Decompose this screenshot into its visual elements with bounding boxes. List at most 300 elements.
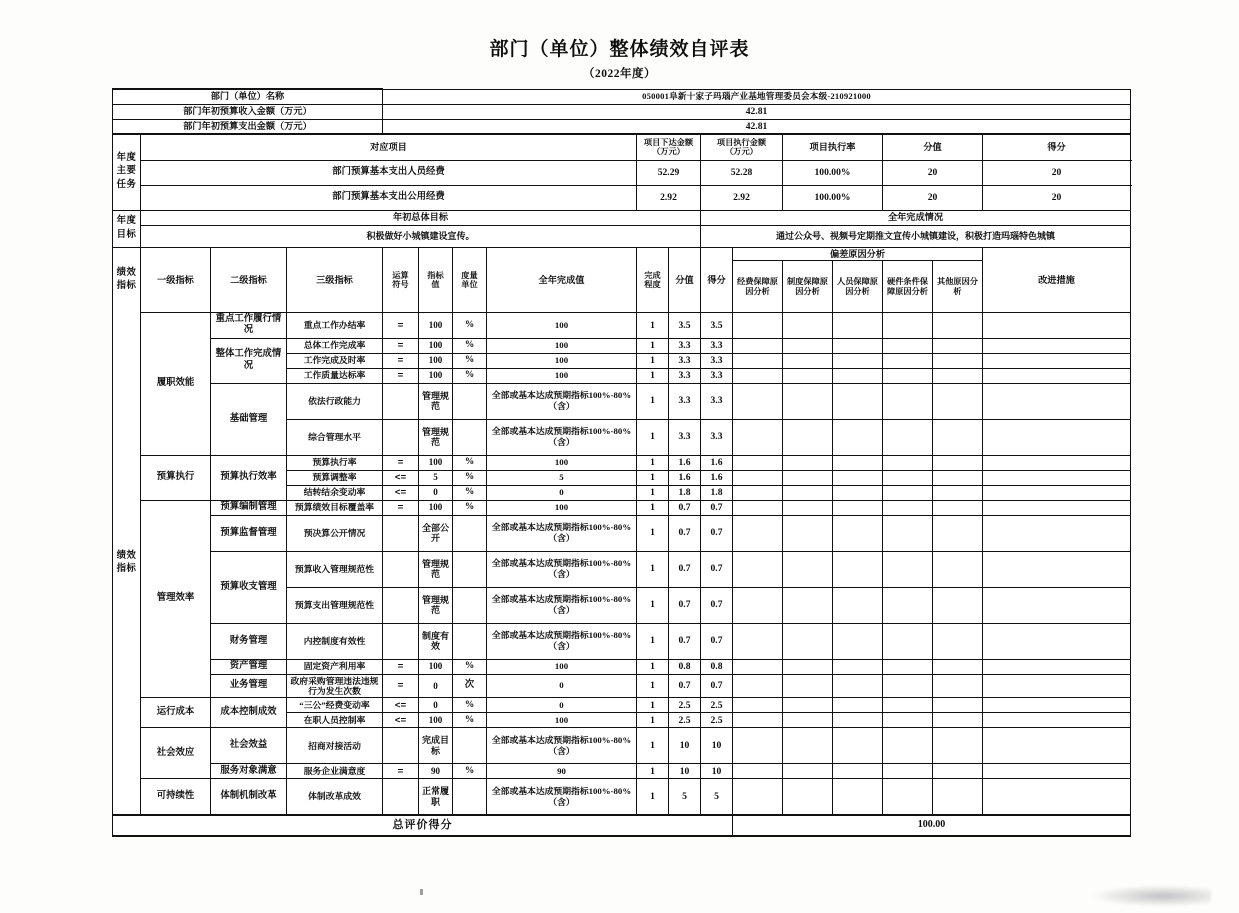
deviation-cell [783, 470, 833, 485]
operator-symbol: = [383, 368, 419, 383]
deviation-cell [833, 623, 883, 659]
deviation-cell [783, 455, 833, 470]
target-value: 正常履职 [419, 779, 453, 815]
level3-indicator: 重点工作办结率 [287, 313, 383, 338]
target-value: 100 [419, 455, 453, 470]
page-subtitle: （2022年度） [583, 68, 656, 80]
annual-goals-value-row [113, 225, 1131, 247]
evaluation-table [112, 88, 1131, 837]
indicator-weight: 1.6 [669, 455, 701, 470]
deviation-cell [933, 713, 983, 728]
header-deviation-group: 偏差原因分析 [733, 247, 983, 261]
improvement-cell [983, 728, 1131, 764]
operator-symbol: = [383, 764, 419, 779]
completion-degree: 1 [637, 764, 669, 779]
measure-unit [453, 515, 487, 551]
deviation-cell [933, 587, 983, 623]
indicator-weight: 0.7 [669, 623, 701, 659]
deviation-cell [833, 551, 883, 587]
measure-unit [453, 551, 487, 587]
goal-initial-value: 积极做好小城镇建设宣传。 [141, 225, 701, 247]
deviation-cell [883, 779, 933, 815]
completion-degree: 1 [637, 455, 669, 470]
level3-indicator: 固定资产利用率 [287, 659, 383, 674]
page-title: 部门（单位）整体绩效自评表 [489, 39, 750, 60]
deviation-cell [733, 313, 783, 338]
deviation-cell [933, 338, 983, 353]
deviation-cell [733, 698, 783, 713]
actual-value: 全部或基本达成预期指标100%-80%（含） [487, 551, 637, 587]
indicator-score: 3.3 [701, 353, 733, 368]
annual-tasks-header-row [113, 134, 1131, 160]
deviation-cell [833, 713, 883, 728]
deviation-cell [733, 515, 783, 551]
deviation-cell [783, 587, 833, 623]
deviation-cell [783, 728, 833, 764]
indicator-weight: 10 [669, 728, 701, 764]
deviation-cell [783, 485, 833, 500]
target-value: 0 [419, 698, 453, 713]
actual-value: 0 [487, 674, 637, 698]
operator-symbol [383, 515, 419, 551]
improvement-cell [983, 455, 1131, 470]
measure-unit [453, 383, 487, 419]
measure-unit: % [453, 500, 487, 515]
improvement-cell [983, 338, 1131, 353]
deviation-cell [733, 713, 783, 728]
actual-value: 0 [487, 698, 637, 713]
indicator-weight: 2.5 [669, 698, 701, 713]
perf-row [113, 500, 1131, 515]
target-value: 管理规范 [419, 551, 453, 587]
deviation-cell [833, 353, 883, 368]
header-dev-hardware: 硬件条件保障原因分析 [883, 261, 933, 313]
deviation-cell [883, 674, 933, 698]
deviation-cell [933, 353, 983, 368]
deviation-cell [833, 368, 883, 383]
deviation-cell [733, 659, 783, 674]
deviation-cell [933, 368, 983, 383]
perf-row [113, 779, 1131, 815]
level2-indicator: 预算监督管理 [211, 515, 287, 551]
deviation-cell [883, 551, 933, 587]
completion-degree: 1 [637, 383, 669, 419]
deviation-cell [833, 500, 883, 515]
deviation-cell [833, 338, 883, 353]
target-value: 管理规范 [419, 587, 453, 623]
annual-task-row [113, 160, 1131, 185]
target-value: 管理规范 [419, 419, 453, 455]
improvement-cell [983, 313, 1131, 338]
task-executed: 52.28 [701, 160, 783, 185]
deviation-cell [883, 485, 933, 500]
col-header-item: 对应项目 [141, 134, 637, 160]
deviation-cell [783, 551, 833, 587]
deviation-cell [733, 779, 783, 815]
indicator-weight: 1.6 [669, 470, 701, 485]
header-actual: 全年完成值 [487, 247, 637, 313]
actual-value: 0 [487, 485, 637, 500]
level2-indicator: 整体工作完成情况 [211, 338, 287, 383]
operator-symbol: <= [383, 713, 419, 728]
indicator-weight: 3.3 [669, 383, 701, 419]
deviation-cell [933, 515, 983, 551]
info-label: 部门（单位）名称 [113, 89, 383, 104]
deviation-cell [783, 313, 833, 338]
indicator-score: 1.6 [701, 470, 733, 485]
task-score: 20 [983, 160, 1131, 185]
deviation-cell [733, 368, 783, 383]
level2-indicator: 业务管理 [211, 674, 287, 698]
level3-indicator: 政府采购管理违法违规行为发生次数 [287, 674, 383, 698]
perf-row [113, 383, 1131, 419]
task-item: 部门预算基本支出公用经费 [141, 185, 637, 210]
task-rate: 100.00% [783, 160, 883, 185]
header-operator: 运算 符号 [383, 247, 419, 313]
actual-value: 100 [487, 455, 637, 470]
deviation-cell [733, 383, 783, 419]
deviation-cell [883, 353, 933, 368]
perf-row [113, 698, 1131, 713]
measure-unit: % [453, 698, 487, 713]
operator-symbol [383, 551, 419, 587]
measure-unit: % [453, 713, 487, 728]
deviation-cell [883, 338, 933, 353]
deviation-cell [883, 470, 933, 485]
level3-indicator: “三公”经费变动率 [287, 698, 383, 713]
level2-indicator: 资产管理 [211, 659, 287, 674]
total-value: 100.00 [733, 815, 1131, 836]
improvement-cell [983, 500, 1131, 515]
header-dev-funding: 经费保障原因分析 [733, 261, 783, 313]
level3-indicator: 综合管理水平 [287, 419, 383, 455]
completion-degree: 1 [637, 551, 669, 587]
actual-value: 全部或基本达成预期指标100%-80%（含） [487, 383, 637, 419]
deviation-cell [783, 659, 833, 674]
indicator-score: 0.7 [701, 587, 733, 623]
indicator-score: 10 [701, 764, 733, 779]
level3-indicator: 预决算公开情况 [287, 515, 383, 551]
header-dev-system: 制度保障原因分析 [783, 261, 833, 313]
col-header-rate: 项目执行率 [783, 134, 883, 160]
target-value: 100 [419, 713, 453, 728]
scan-speck [420, 889, 423, 895]
level2-indicator: 服务对象满意 [211, 764, 287, 779]
indicator-score: 10 [701, 728, 733, 764]
deviation-cell [933, 419, 983, 455]
deviation-cell [933, 623, 983, 659]
level3-indicator: 在职人员控制率 [287, 713, 383, 728]
improvement-cell [983, 587, 1131, 623]
level2-indicator: 预算执行效率 [211, 455, 287, 500]
deviation-cell [933, 500, 983, 515]
deviation-cell [833, 698, 883, 713]
header-level2: 二级指标 [211, 247, 287, 313]
indicator-weight: 3.5 [669, 313, 701, 338]
col-header-allocated: 项目下达金额 （万元） [637, 134, 701, 160]
completion-degree: 1 [637, 485, 669, 500]
target-value: 0 [419, 485, 453, 500]
deviation-cell [783, 368, 833, 383]
task-allocated: 52.29 [637, 160, 701, 185]
task-rate: 100.00% [783, 185, 883, 210]
improvement-cell [983, 383, 1131, 419]
measure-unit: % [453, 313, 487, 338]
completion-degree: 1 [637, 419, 669, 455]
level3-indicator: 招商对接活动 [287, 728, 383, 764]
deviation-cell [733, 353, 783, 368]
perf-row [113, 659, 1131, 674]
header-level3: 三级指标 [287, 247, 383, 313]
target-value: 全部公开 [419, 515, 453, 551]
header-improvement: 改进措施 [983, 247, 1131, 313]
deviation-cell [733, 587, 783, 623]
target-value: 100 [419, 353, 453, 368]
deviation-cell [833, 659, 883, 674]
completion-degree: 1 [637, 713, 669, 728]
completion-degree: 1 [637, 515, 669, 551]
indicator-weight: 10 [669, 764, 701, 779]
deviation-cell [933, 779, 983, 815]
actual-value: 全部或基本达成预期指标100%-80%（含） [487, 419, 637, 455]
indicator-weight: 0.7 [669, 551, 701, 587]
goal-initial-header: 年初总体目标 [141, 210, 701, 225]
measure-unit [453, 779, 487, 815]
level3-indicator: 预算支出管理规范性 [287, 587, 383, 623]
measure-unit: % [453, 659, 487, 674]
task-weight: 20 [883, 160, 983, 185]
table-body [113, 89, 1131, 836]
improvement-cell [983, 515, 1131, 551]
perf-row [113, 728, 1131, 764]
deviation-cell [733, 485, 783, 500]
completion-degree: 1 [637, 338, 669, 353]
indicator-weight: 3.3 [669, 368, 701, 383]
target-value: 100 [419, 500, 453, 515]
indicator-weight: 0.7 [669, 500, 701, 515]
deviation-cell [883, 368, 933, 383]
perf-row-label: 绩效指标 [113, 247, 141, 313]
measure-unit [453, 728, 487, 764]
deviation-cell [883, 728, 933, 764]
deviation-cell [933, 455, 983, 470]
indicator-score: 3.3 [701, 338, 733, 353]
deviation-cell [783, 698, 833, 713]
deviation-cell [783, 419, 833, 455]
deviation-cell [883, 419, 933, 455]
completion-degree: 1 [637, 659, 669, 674]
actual-value: 100 [487, 368, 637, 383]
level3-indicator: 总体工作完成率 [287, 338, 383, 353]
deviation-cell [783, 764, 833, 779]
indicator-score: 5 [701, 779, 733, 815]
indicator-score: 1.6 [701, 455, 733, 470]
deviation-cell [733, 470, 783, 485]
indicator-score: 3.5 [701, 313, 733, 338]
improvement-cell [983, 698, 1131, 713]
level2-indicator: 预算编制管理 [211, 500, 287, 515]
level2-indicator: 重点工作履行情况 [211, 313, 287, 338]
col-header-weight: 分值 [883, 134, 983, 160]
evaluation-table-container [112, 88, 1130, 837]
deviation-cell [933, 674, 983, 698]
header-score: 得分 [701, 247, 733, 313]
target-value: 100 [419, 338, 453, 353]
deviation-cell [833, 587, 883, 623]
level1-indicator: 管理效率 [141, 500, 211, 698]
measure-unit [453, 587, 487, 623]
deviation-cell [883, 698, 933, 713]
improvement-cell [983, 353, 1131, 368]
deviation-cell [783, 353, 833, 368]
target-value: 100 [419, 368, 453, 383]
improvement-cell [983, 713, 1131, 728]
completion-degree: 1 [637, 470, 669, 485]
level2-indicator: 预算收支管理 [211, 551, 287, 623]
level3-indicator: 工作质量达标率 [287, 368, 383, 383]
target-value: 90 [419, 764, 453, 779]
operator-symbol: = [383, 338, 419, 353]
annual-goals-header-row [113, 210, 1131, 225]
goal-completion-value: 通过公众号、视频号定期推文宣传小城镇建设，积极打造玛瑙特色城镇 [701, 225, 1131, 247]
deviation-cell [783, 674, 833, 698]
header-weight: 分值 [669, 247, 701, 313]
measure-unit: % [453, 764, 487, 779]
actual-value: 100 [487, 338, 637, 353]
annual-tasks-row-label: 年度主要任务 [113, 134, 141, 210]
indicator-score: 2.5 [701, 713, 733, 728]
header-target: 指标 值 [419, 247, 453, 313]
indicator-weight: 1.8 [669, 485, 701, 500]
indicator-score: 3.3 [701, 368, 733, 383]
level1-indicator: 运行成本 [141, 698, 211, 728]
deviation-cell [933, 728, 983, 764]
indicator-weight: 2.5 [669, 713, 701, 728]
operator-symbol [383, 623, 419, 659]
completion-degree: 1 [637, 368, 669, 383]
perf-header-row-top [113, 247, 1131, 261]
deviation-cell [933, 551, 983, 587]
indicator-score: 0.7 [701, 551, 733, 587]
perf-row [113, 455, 1131, 470]
deviation-cell [733, 764, 783, 779]
improvement-cell [983, 368, 1131, 383]
improvement-cell [983, 659, 1131, 674]
actual-value: 100 [487, 500, 637, 515]
goal-completion-header: 全年完成情况 [701, 210, 1131, 225]
actual-value: 全部或基本达成预期指标100%-80%（含） [487, 779, 637, 815]
deviation-cell [733, 500, 783, 515]
operator-symbol: = [383, 674, 419, 698]
indicator-weight: 3.3 [669, 353, 701, 368]
level3-indicator: 内控制度有效性 [287, 623, 383, 659]
deviation-cell [833, 455, 883, 470]
actual-value: 全部或基本达成预期指标100%-80%（含） [487, 587, 637, 623]
deviation-cell [733, 419, 783, 455]
level3-indicator: 预算执行率 [287, 455, 383, 470]
col-header-executed: 项目执行金额 （万元） [701, 134, 783, 160]
perf-row [113, 674, 1131, 698]
deviation-cell [783, 779, 833, 815]
measure-unit: % [453, 338, 487, 353]
measure-unit [453, 419, 487, 455]
total-label: 总评价得分 [113, 815, 733, 836]
actual-value: 100 [487, 659, 637, 674]
deviation-cell [733, 455, 783, 470]
indicator-weight: 0.8 [669, 659, 701, 674]
perf-row [113, 623, 1131, 659]
completion-degree: 1 [637, 313, 669, 338]
target-value: 100 [419, 313, 453, 338]
indicator-score: 3.3 [701, 419, 733, 455]
actual-value: 100 [487, 353, 637, 368]
improvement-cell [983, 779, 1131, 815]
actual-value: 90 [487, 764, 637, 779]
info-row [113, 119, 1131, 134]
deviation-cell [833, 779, 883, 815]
level3-indicator: 体制改革成效 [287, 779, 383, 815]
completion-degree: 1 [637, 587, 669, 623]
completion-degree: 1 [637, 779, 669, 815]
deviation-cell [933, 485, 983, 500]
indicator-score: 0.7 [701, 674, 733, 698]
deviation-cell [933, 698, 983, 713]
target-value: 0 [419, 674, 453, 698]
actual-value: 全部或基本达成预期指标100%-80%（含） [487, 623, 637, 659]
improvement-cell [983, 623, 1131, 659]
info-label: 部门年初预算收入金额（万元） [113, 104, 383, 119]
level3-indicator: 服务企业满意度 [287, 764, 383, 779]
annual-goals-row-label: 年度目标 [113, 210, 141, 247]
deviation-cell [933, 470, 983, 485]
header-level1: 一级指标 [141, 247, 211, 313]
deviation-cell [733, 551, 783, 587]
completion-degree: 1 [637, 728, 669, 764]
operator-symbol: = [383, 500, 419, 515]
deviation-cell [783, 500, 833, 515]
target-value: 管理规范 [419, 383, 453, 419]
deviation-cell [733, 623, 783, 659]
level3-indicator: 预算调整率 [287, 470, 383, 485]
operator-symbol [383, 383, 419, 419]
improvement-cell [983, 674, 1131, 698]
measure-unit: % [453, 368, 487, 383]
operator-symbol [383, 419, 419, 455]
info-row [113, 89, 1131, 104]
deviation-cell [733, 728, 783, 764]
deviation-cell [883, 659, 933, 674]
deviation-cell [883, 515, 933, 551]
deviation-cell [833, 728, 883, 764]
completion-degree: 1 [637, 500, 669, 515]
deviation-cell [883, 764, 933, 779]
header-dev-staff: 人员保障原因分析 [833, 261, 883, 313]
deviation-cell [783, 515, 833, 551]
target-value: 完成目标 [419, 728, 453, 764]
operator-symbol [383, 728, 419, 764]
task-allocated: 2.92 [637, 185, 701, 210]
level1-indicator: 预算执行 [141, 455, 211, 500]
indicator-score: 0.7 [701, 515, 733, 551]
improvement-cell [983, 764, 1131, 779]
operator-symbol: <= [383, 485, 419, 500]
operator-symbol: = [383, 455, 419, 470]
total-row [113, 815, 1131, 836]
deviation-cell [833, 419, 883, 455]
deviation-cell [833, 515, 883, 551]
deviation-cell [783, 338, 833, 353]
deviation-cell [833, 383, 883, 419]
